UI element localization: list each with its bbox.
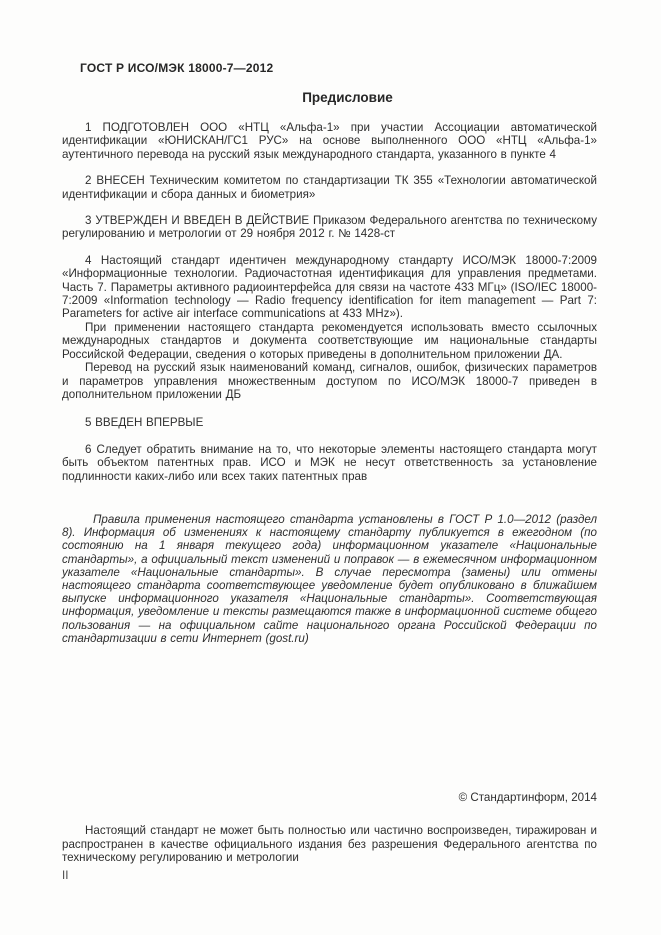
foreword-clause-3-approved-by: 3 УТВЕРЖДЕН И ВВЕДЕН В ДЕЙСТВИЕ Приказом Федерального агентства по техническому регулированию и метрологии от 29 ноября 2012 г. № 1428-ст — [62, 214, 597, 241]
foreword-clause-2-submitted-by: 2 ВНЕСЕН Техническим комитетом по стандартизации ТК 355 «Технологии автоматической идентификации и сбора данных и биометрия» — [62, 174, 597, 201]
page-number: II — [62, 868, 69, 882]
reproduction-restriction-notice: Настоящий стандарт не может быть полностью или частично воспроизведен, тиражирован и распространен в качестве официального издания без разрешения Федерального агентства по техническому регулированию и метрологии — [62, 824, 597, 865]
foreword-clause-4-identical-standard: 4 Настоящий стандарт идентичен международному стандарту ИСО/МЭК 18000-7:2009 «Информационные технологии. Радиочастотная идентификация для управления предметами. Часть 7. Параметры активного радиоинтерфейса для связи на частоте 433 МГц» (ISO/IEC 18000-7:2009 «Information technology — Radio frequency identification for item management — Part 7: Parameters for active air interface communications at 433 MHz»). — [62, 253, 597, 321]
standard-number: ГОСТ Р ИСО/МЭК 18000-7—2012 — [80, 61, 274, 75]
foreword-clause-5-first-edition: 5 ВВЕДЕН ВПЕРВЫЕ — [85, 416, 204, 430]
foreword-title: Предисловие — [302, 90, 393, 105]
application-rules-note: Правила применения настоящего стандарта установлены в ГОСТ Р 1.0—2012 (раздел 8). Информация об изменениях к настоящему стандарту публикуется в ежегодном (по состоянию на 1 января текущего года) информационном указателе «Национальные стандарты», а официальный текст изменений и поправок — в ежемесячном информационном указателе «Национальные стандарты». В случае пересмотра (замены) или отмены настоящего стандарта соответствующее уведомление будет опубликовано в ближайшем выпуске информационного указателя «Национальные стандарты». Соответствующая информация, уведомление и тексты размещаются также в информационной системе общего пользования — на официальном сайте национального органа Российской Федерации по стандартизации в сети Интернет (gost.ru) — [62, 512, 597, 645]
foreword-clause-4-references-note: При применении настоящего стандарта рекомендуется использовать вместо ссылочных международных стандартов и документа соответствующие им национальные стандарты Российской Федерации, сведения о которых приведены в дополнительном приложении ДА. — [62, 320, 597, 361]
foreword-clause-4-translation-note: Перевод на русский язык наименований команд, сигналов, ошибок, физических параметров и параметров управления множественным доступом по ИСО/МЭК 18000-7 приведен в дополнительном приложении ДБ — [62, 361, 597, 401]
foreword-clause-1-prepared-by: 1 ПОДГОТОВЛЕН ООО «НТЦ «Альфа-1» при участии Ассоциации автоматической идентификации «ЮНИСКАН/ГС1 РУС» на основе выполненного ООО «НТЦ «Альфа-1» аутентичного перевода на русский язык международного стандарта, указанного в пункте 4 — [62, 121, 597, 161]
copyright-notice: © Стандартинформ, 2014 — [458, 790, 597, 804]
foreword-clause-6-patent-rights: 6 Следует обратить внимание на то, что некоторые элементы настоящего стандарта могут быть объектом патентных прав. ИСО и МЭК не несут ответственность за установление подлинности каких-либо или всех таких патентных прав — [62, 442, 597, 483]
